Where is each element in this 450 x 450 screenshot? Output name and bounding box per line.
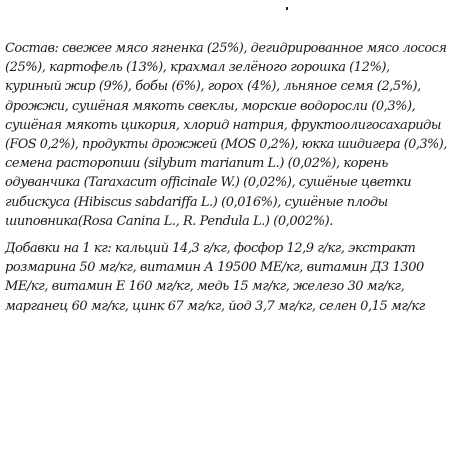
composition-line-4: дрожжи, сушёная мякоть свеклы, морские водоросли (0,3%), [5,98,416,114]
composition-line-10: шиповника(Rosa Canina L., R. Pendula L.) (0,002%). [5,213,333,229]
composition-line-3: куриный жир (9%), бобы (6%), горох (4%), льняное семя (2,5%), [5,79,421,95]
additives-line-1: Добавки на 1 кг: кальций 14,3 г/кг, фосфор 12,9 г/кг, экстракт [5,241,416,256]
composition-line-2: (25%), картофель (13%), крахмал зелёного горошка (12%), [5,60,390,76]
additives-line-2: розмарина 50 мг/кг, витамин А 19500 МЕ/кг, витамин Д3 1300 [5,260,424,276]
additives-paragraph [5,239,447,316]
composition-paragraph [5,39,447,231]
composition-line-8: одуванчика (Taraxacum officinale W.) (0,02%), сушёные цветки [5,175,412,191]
additives-line-3: МЕ/кг, витамин Е 160 мг/кг, медь 15 мг/кг, железо 30 мг/кг, [5,279,405,295]
composition-line-9: гибискуса (Hibiscus sabdariffa L.) (0,016%), сушёные плоды [5,194,388,210]
composition-line-5: сушёная мякоть цикория, хлорид натрия, фруктоолигосахариды [5,117,442,133]
composition-line-7: семена расторопши (silybum marianum L.) (0,02%), корень [5,156,388,172]
cropped-text-mark [286,7,288,10]
additives-line-4: марганец 60 мг/кг, цинк 67 мг/кг, йод 3,7 мг/кг, селен 0,15 мг/кг [5,298,425,314]
composition-line-1: Состав: свежее мясо ягненка (25%), дегидрированное мясо лосося [5,41,447,56]
composition-line-6: (FOS 0,2%), продукты дрожжей (MOS 0,2%), юкка шидигера (0,3%), [5,137,447,153]
